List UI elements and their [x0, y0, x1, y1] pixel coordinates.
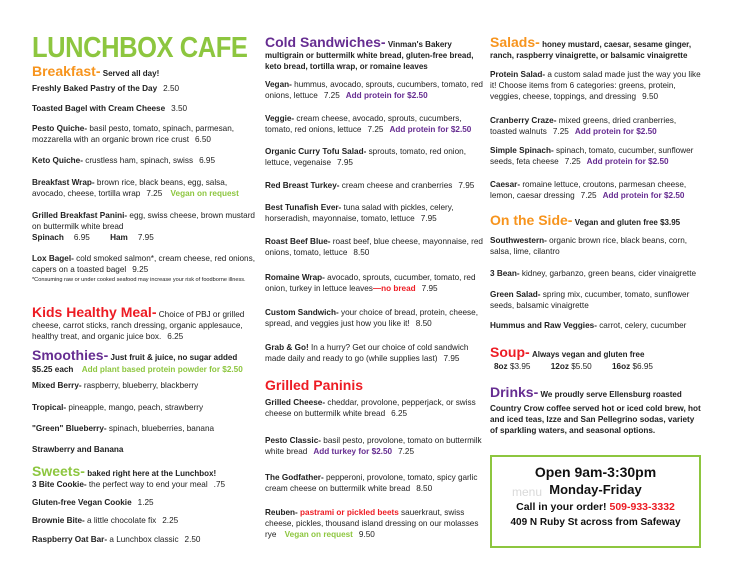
breakfast-item-1: Toasted Bagel with Cream Cheese 3.50 — [32, 104, 188, 113]
call-line: Call in your order! 509-933-3332 — [516, 500, 675, 513]
phone-number[interactable]: 509-933-3332 — [609, 500, 675, 513]
side-item-1: 3 Bean- kidney, garbanzo, green beans, cider vinaigrette — [490, 269, 697, 278]
cold-item-8: Grab & Go! In a hurry? Get our choice of cold sandwich made daily and ready to go (while supplies last) 7.95 — [265, 343, 469, 363]
cold-item-4: Best Tunafish Ever- tuna salad with pickles, celery, horseradish, mayonnaise, tomato, lettuce 7.95 — [265, 203, 454, 223]
salad-item-1: Cranberry Craze- mixed greens, dried cranberries, toasted walnuts 7.25 Add protein for $2.50 — [490, 116, 677, 136]
breakfast-heading — [32, 62, 256, 80]
breakfast-note: Served all day! — [102, 69, 160, 78]
salads-heading: Salads- honey mustard, caesar, sesame ginger, ranch, raspberry vinaigrette, or balsamic vinaigrette — [490, 34, 692, 61]
info-box — [490, 455, 701, 548]
cold-sandwiches-title: Cold Sandwiches- — [265, 34, 386, 50]
cold-item-6: Romaine Wrap- avocado, sprouts, cucumber, tomato, red onion, turkey in lettuce leaves—no bread 7.95 — [265, 273, 476, 293]
panini-item-2: The Godfather- pepperoni, provolone, tomato, spicy garlic cream cheese on buttermilk white bread 8.50 — [265, 473, 478, 493]
paninis-heading — [265, 376, 487, 394]
smoothie-item-2: "Green" Blueberry- spinach, blueberries, banana — [32, 424, 215, 433]
smoothie-item-0: Mixed Berry- raspberry, blueberry, blackberry — [32, 381, 199, 390]
sweets-heading: Sweets- baked right here at the Lunchbox! — [32, 463, 217, 479]
cold-item-2: Organic Curry Tofu Salad- sprouts, tomato, red onion, lettuce, vegenaise 7.95 — [265, 147, 466, 167]
salad-item-0: Protein Salad- a custom salad made just the way you like it! Choose items from 6 categories: greens, protein, veggies, cheese, toppings, and dressing 9.50 — [490, 70, 701, 101]
cold-sandwiches-heading: Cold Sandwiches- Vinman's Bakery multigrain or buttermilk white bread, gluten-free bread, keto bread, tortilla wrap, or romaine leaves — [265, 34, 474, 72]
hours: Open 9am-3:30pm — [534, 464, 657, 480]
salads-title: Salads- — [490, 34, 540, 50]
smoothie-item-1: Tropical- pineapple, mango, peach, strawberry — [32, 403, 204, 412]
sweets-item-3: Raspberry Oat Bar- a Lunchbox classic 2.50 — [32, 535, 201, 544]
breakfast-lox: Lox Bagel- cold smoked salmon*, cream cheese, red onions, capers on a toasted bagel 9.25 — [32, 254, 255, 274]
salad-item-2: Simple Spinach- spinach, tomato, cucumber, sunflower seeds, feta cheese 7.25 Add protein for $2.50 — [490, 146, 694, 166]
cold-item-3: Red Breast Turkey- cream cheese and cranberries 7.95 — [265, 181, 475, 190]
soup-sizes: 8oz $3.95 12oz $5.50 16oz $6.95 — [494, 362, 653, 371]
paninis-title: Grilled Paninis — [265, 377, 364, 393]
kids-title: Kids Healthy Meal- — [32, 304, 157, 320]
panini-options: Spinach 6.95 Ham 7.95 — [32, 233, 154, 242]
sweets-title: Sweets- — [32, 463, 85, 479]
breakfast-item-5: Grilled Breakfast Panini- egg, swiss cheese, brown mustard on buttermilk white bread — [32, 211, 255, 231]
smoothies-price: $5.25 each Add plant based protein powder for $2.50 — [32, 365, 243, 374]
panini-item-1: Pesto Classic- basil pesto, provolone, tomato on buttermilk white bread Add turkey for $2.50 7.25 — [265, 436, 482, 456]
days: Monday-Friday — [549, 482, 642, 498]
breakfast-item-2: Pesto Quiche- basil pesto, tomato, spinach, parmesan, mozzarella with an organic brown rice crust 6.50 — [32, 124, 235, 144]
sweets-item-0: 3 Bite Cookie- the perfect way to end your meal .75 — [32, 480, 226, 489]
breakfast-title: Breakfast- — [32, 63, 101, 79]
cold-item-0: Vegan- hummus, avocado, sprouts, cucumbers, tomato, red onions, lettuce 7.25 Add protein for $2.50 — [265, 80, 483, 100]
cold-item-1: Veggie- cream cheese, avocado, sprouts, cucumbers, tomato, red onions, lettuce 7.25 Add protein for $2.50 — [265, 114, 472, 134]
drinks-desc: Country Crow coffee served hot or iced cold brew, hot and iced teas, Izze and San Pellegrino sodas, variety of sparkling waters, and seasonal options. — [490, 404, 701, 435]
cafe-title: LUNCHBOX CAFE — [32, 32, 248, 64]
smoothies-title: Smoothies- — [32, 347, 109, 363]
soup-title: Soup- — [490, 344, 530, 360]
breakfast-item-4: Breakfast Wrap- brown rice, black beans, egg, salsa, avocado, cheese, tortilla wrap 7.25 Vegan on request — [32, 178, 239, 198]
sweets-item-2: Brownie Bite- a little chocolate fix 2.25 — [32, 516, 179, 525]
drinks-heading: Drinks- We proudly serve Ellensburg roasted — [490, 384, 682, 400]
breakfast-item-0: Freshly Baked Pastry of the Day 2.50 — [32, 84, 180, 93]
breakfast-item-3: Keto Quiche- crustless ham, spinach, swiss 6.95 — [32, 156, 216, 165]
side-item-2: Green Salad- spring mix, cucumber, tomato, sunflower seeds, balsamic vinaigrette — [490, 290, 690, 310]
watermark: menu — [512, 485, 543, 499]
sides-title: On the Side- — [490, 212, 573, 228]
smoothies-heading: Smoothies- Just fruit & juice, no sugar added — [32, 347, 238, 363]
drinks-title: Drinks- — [490, 384, 539, 400]
cold-item-5: Roast Beef Blue- roast beef, blue cheese, mayonnaise, red onions, tomato, lettuce 8.50 — [265, 237, 483, 257]
lox-disclaimer: *Consuming raw or under cooked seafood may increase your risk of foodborne illness. — [32, 277, 246, 283]
cold-item-7: Custom Sandwich- your choice of bread, protein, cheese, spread, and veggies just how you like it! 8.50 — [265, 308, 478, 328]
smoothie-item-3: Strawberry and Banana — [32, 445, 124, 454]
soup-heading: Soup- Always vegan and gluten free — [490, 344, 645, 360]
panini-item-3: Reuben- pastrami or pickled beets sauerkraut, swiss cheese, pickles, thousand island dressing on our molasses rye Vegan on request 9.50 — [265, 508, 479, 539]
salad-item-3: Caesar- romaine lettuce, croutons, parmesan cheese, lemon, caesar dressing 7.25 Add protein for $2.50 — [490, 180, 687, 200]
panini-item-0: Grilled Cheese- cheddar, provolone, pepperjack, or swiss cheese on buttermilk white bread 6.25 — [265, 398, 476, 418]
sides-heading: On the Side- Vegan and gluten free $3.95 — [490, 212, 681, 228]
side-item-0: Southwestern- organic brown rice, black beans, corn, salsa, lime, cilantro — [490, 236, 688, 256]
kids-meal: Kids Healthy Meal- Choice of PBJ or grilled cheese, carrot sticks, ranch dressing, organic applesauce, healthy treat, and organic juice box. 6.25 — [32, 304, 245, 342]
side-item-3: Hummus and Raw Veggies- carrot, celery, cucumber — [490, 321, 687, 330]
sweets-item-1: Gluten-free Vegan Cookie 1.25 — [32, 498, 154, 507]
address: 409 N Ruby St across from Safeway — [510, 517, 681, 529]
